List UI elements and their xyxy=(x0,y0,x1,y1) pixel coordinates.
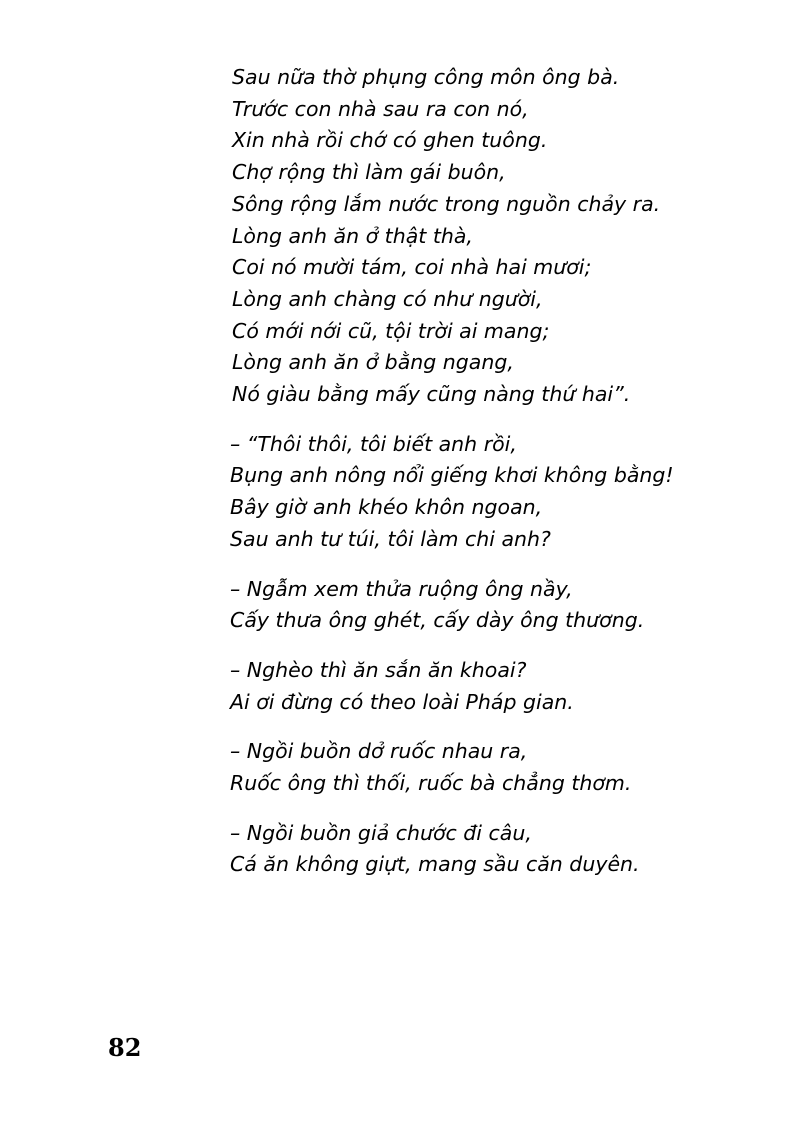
poem-line: Nó giàu bằng mấy cũng nàng thứ hai”. xyxy=(232,382,631,407)
poem-line: Xin nhà rồi chớ có ghen tuông. xyxy=(232,128,548,153)
poem-line: Ruốc ông thì thối, ruốc bà chẳng thơm. xyxy=(230,771,632,796)
poem-line: Có mới nới cũ, tội trời ai mang; xyxy=(232,318,550,343)
poem-line: – Ngẫm xem thửa ruộng ông nầy, xyxy=(230,576,573,601)
stanza-6 xyxy=(230,818,750,881)
stanza-2 xyxy=(230,429,750,556)
page-number: 82 xyxy=(108,1033,142,1062)
poem-line: – Nghèo thì ăn sắn ăn khoai? xyxy=(230,657,527,682)
stanza-1 xyxy=(230,62,750,411)
poem-text xyxy=(230,62,750,881)
stanza-5 xyxy=(230,736,750,799)
poem-line: Lòng anh ăn ở thật thà, xyxy=(232,223,473,248)
poem-line: Ai ơi đừng có theo loài Pháp gian. xyxy=(230,689,574,714)
poem-line: Bây giờ anh khéo khôn ngoan, xyxy=(230,495,543,520)
poem-line: Sông rộng lắm nước trong nguồn chảy ra. xyxy=(232,191,661,216)
poem-line: Trước con nhà sau ra con nó, xyxy=(232,96,529,121)
poem-line: Chợ rộng thì làm gái buôn, xyxy=(232,160,506,185)
poem-line: Bụng anh nông nổi giếng khơi không bằng! xyxy=(230,463,674,488)
stanza-4 xyxy=(230,655,750,718)
poem-line: Coi nó mười tám, coi nhà hai mươi; xyxy=(232,255,592,280)
poem-line: Lòng anh ăn ở bằng ngang, xyxy=(232,350,514,375)
poem-line: Sau nữa thờ phụng công môn ông bà. xyxy=(232,65,620,89)
poem-line: – Ngồi buồn giả chước đi câu, xyxy=(230,820,532,845)
poem-line: – “Thôi thôi, tôi biết anh rồi, xyxy=(230,431,517,456)
poem-line: Cá ăn không giựt, mang sầu căn duyên. xyxy=(230,852,640,877)
poem-line: Lòng anh chàng có như người, xyxy=(232,286,543,311)
poem-line: Cấy thưa ông ghét, cấy dày ông thương. xyxy=(230,608,645,633)
stanza-3 xyxy=(230,574,750,637)
poem-line: Sau anh tư túi, tôi làm chi anh? xyxy=(230,526,551,551)
poem-line: – Ngồi buồn dở ruốc nhau ra, xyxy=(230,739,528,764)
